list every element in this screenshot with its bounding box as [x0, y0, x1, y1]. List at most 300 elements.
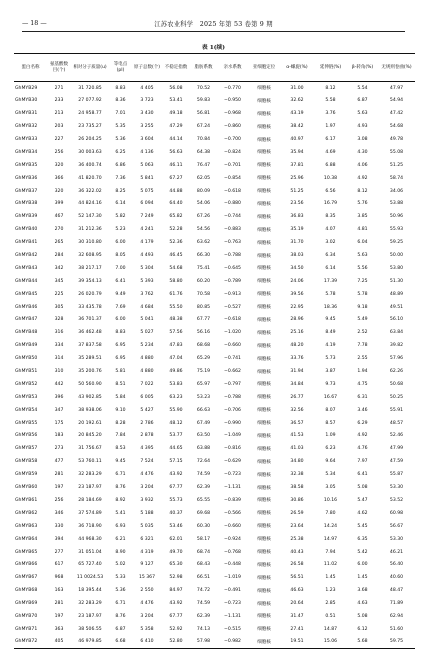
protein-name-cell: GhMYB53 — [15, 394, 38, 400]
table-row — [14, 339, 415, 352]
table-cell: 68.74 — [196, 549, 211, 555]
table-cell: 8.25 — [115, 188, 126, 194]
table-cell: 6.71 — [115, 601, 126, 607]
table-cell: 31 212.36 — [78, 227, 102, 233]
table-cell: 细胞核 — [257, 98, 271, 104]
table-cell: 5 427 — [140, 407, 154, 413]
table-cell: 2 878 — [140, 433, 154, 439]
table-cell: 53.88 — [389, 201, 404, 207]
table-cell: 277 — [54, 549, 64, 555]
table-cell: 57.15 — [169, 459, 183, 465]
table-cell: 6.93 — [115, 523, 126, 529]
table-cell: 55.73 — [169, 497, 183, 503]
table-cell: 65.82 — [169, 214, 183, 220]
table-cell: 52.46 — [389, 433, 404, 439]
table-cell: 57.98 — [196, 639, 211, 645]
protein-name-cell: GhMYB38 — [15, 201, 38, 207]
table-row — [14, 249, 415, 262]
table-cell: 6.14 — [115, 201, 126, 207]
table-cell: 细胞核 — [257, 511, 271, 517]
table-cell: 8.90 — [115, 549, 126, 555]
running-header — [22, 17, 405, 29]
table-cell: −0.629 — [223, 459, 241, 465]
table-cell: 32 283.29 — [78, 601, 102, 607]
table-row — [14, 391, 415, 404]
protein-name-cell: GhMYB60 — [15, 485, 38, 491]
table-cell: 5 358 — [140, 626, 154, 632]
table-cell: 8.92 — [115, 497, 126, 503]
table-cell: 5.36 — [115, 588, 126, 594]
table-cell: 310 — [54, 369, 64, 375]
table-cell: 46.21 — [389, 549, 404, 555]
table-cell: 67.77 — [169, 485, 183, 491]
table-cell: 细胞核 — [257, 524, 271, 530]
table-cell: 34.84 — [290, 381, 304, 387]
table-cell: 11 0024.53 — [76, 575, 104, 581]
table-row — [14, 533, 415, 546]
table-cell: 64.40 — [169, 201, 183, 207]
table-cell: 3.02 — [325, 240, 336, 246]
table-cell: 23.56 — [290, 201, 304, 207]
table-cell: 27.41 — [290, 626, 304, 632]
table-cell: 394 — [54, 536, 64, 542]
table-cell: 316 — [54, 330, 64, 336]
table-cell: −1.019 — [223, 575, 241, 581]
table-cell: 62.26 — [389, 369, 404, 375]
table-cell: 32.56 — [290, 407, 304, 413]
table-cell: 53.52 — [389, 497, 404, 503]
table-cell: 330 — [54, 523, 64, 529]
table-cell: 细胞核 — [257, 639, 271, 645]
table-cell: 33.76 — [290, 356, 304, 362]
table-cell: 55.08 — [389, 149, 404, 155]
table-cell: 57.96 — [389, 356, 404, 362]
table-cell: 5.56 — [357, 265, 368, 271]
table-row — [14, 198, 415, 211]
table-cell: 67.77 — [169, 613, 183, 619]
table-cell: 36 400.74 — [78, 162, 102, 168]
table-cell: 5.78 — [325, 291, 336, 297]
protein-name-cell: GhMYB51 — [15, 369, 38, 375]
table-cell: 细胞核 — [257, 317, 271, 323]
table-cell: 56.63 — [169, 149, 183, 155]
table-cell: 6.68 — [115, 639, 126, 645]
protein-name-cell: GhMYB40 — [15, 227, 38, 233]
table-cell: 5 188 — [140, 510, 154, 516]
table-cell: 6.41 — [115, 278, 126, 284]
table-cell: 14.97 — [323, 536, 338, 542]
table-cell: 细胞核 — [257, 266, 271, 272]
table-cell: 9.49 — [115, 291, 126, 297]
table-cell: 55.87 — [389, 472, 404, 478]
table-cell: 59.83 — [196, 98, 211, 104]
table-cell: 1.45 — [325, 575, 336, 581]
table-cell: 8.05 — [115, 253, 126, 259]
table-cell: 58.74 — [389, 175, 404, 181]
table-cell: 6.04 — [357, 240, 368, 246]
protein-name-cell: GhMYB49 — [15, 343, 38, 349]
table-cell: 51.25 — [290, 188, 304, 194]
protein-name-cell: GhMYB70 — [15, 613, 38, 619]
table-cell: 35.94 — [290, 149, 304, 155]
table-cell: 6.14 — [325, 265, 336, 271]
table-cell: 9.10 — [115, 407, 126, 413]
table-cell: 65.30 — [169, 562, 183, 568]
table-cell: 52.92 — [169, 626, 183, 632]
table-cell: 2.55 — [357, 356, 368, 362]
table-cell: 74.13 — [196, 626, 211, 632]
column-header: 脂肪系数 — [194, 64, 213, 70]
table-row — [14, 571, 415, 584]
table-cell: 49.51 — [389, 304, 404, 310]
table-cell: 8.36 — [115, 98, 126, 104]
table-cell: 细胞核 — [257, 343, 271, 349]
table-cell: 细胞核 — [257, 459, 271, 465]
protein-name-cell: GhMYB68 — [15, 588, 38, 594]
table-cell: 6.95 — [115, 356, 126, 362]
table-cell: 7 022 — [140, 381, 154, 387]
table-cell: 25.16 — [290, 330, 304, 336]
table-cell: 24 958.77 — [78, 111, 102, 117]
table-cell: 4 880 — [140, 369, 154, 375]
table-cell: 60.20 — [196, 278, 211, 284]
table-cell: 22.95 — [290, 304, 304, 310]
table-row — [14, 442, 415, 455]
table-cell: 68.43 — [196, 562, 211, 568]
table-row — [14, 159, 415, 172]
table-cell: 46.63 — [290, 588, 304, 594]
table-cell: 8.12 — [357, 188, 368, 194]
table-cell: −0.789 — [223, 278, 241, 284]
table-cell: 4 241 — [140, 227, 154, 233]
table-cell: 62.39 — [196, 613, 211, 619]
table-cell: 4 684 — [140, 304, 154, 310]
protein-name-cell: GhMYB45 — [15, 291, 38, 297]
table-cell: 31 756.67 — [78, 446, 102, 452]
table-cell: 细胞核 — [257, 163, 271, 169]
table-cell: 72.64 — [196, 459, 211, 465]
table-cell: 7.84 — [115, 433, 126, 439]
table-cell: 5.73 — [325, 356, 336, 362]
table-cell: 70.58 — [196, 291, 211, 297]
table-cell: 4 405 — [140, 85, 154, 91]
table-cell: 7.94 — [325, 549, 336, 555]
table-cell: 细胞核 — [257, 240, 271, 246]
table-cell: 49.70 — [169, 549, 183, 555]
table-cell: 396 — [54, 394, 64, 400]
table-cell: 8.28 — [115, 420, 126, 426]
table-cell: 57.56 — [169, 330, 183, 336]
table-cell: 4 395 — [140, 446, 154, 452]
table-cell: 32 283.29 — [78, 472, 102, 478]
table-cell: 5.58 — [325, 98, 336, 104]
table-cell: 10.38 — [323, 175, 338, 181]
table-cell: 3.68 — [357, 588, 368, 594]
table-cell: 4.92 — [357, 175, 368, 181]
table-row — [14, 236, 415, 249]
table-cell: 30 003.63 — [78, 149, 102, 155]
table-cell: 20.64 — [290, 601, 304, 607]
table-cell: 3 604 — [140, 137, 154, 142]
table-row — [14, 507, 415, 520]
table-row — [14, 133, 415, 146]
table-cell: 41 820.70 — [78, 175, 102, 181]
table-cell: −0.645 — [223, 265, 241, 271]
table-cell: 49.18 — [169, 111, 183, 117]
table-cell: 60.98 — [389, 510, 404, 516]
table-cell: 63.84 — [389, 330, 404, 336]
table-cell: 38 217.17 — [78, 265, 102, 271]
table-cell: 5.47 — [357, 497, 368, 503]
table-cell: 5.33 — [115, 575, 126, 581]
table-cell: 4.30 — [357, 149, 368, 155]
protein-name-cell: GhMYB47 — [15, 317, 38, 323]
table-header-row — [14, 54, 415, 82]
table-cell: 44 824.16 — [78, 201, 102, 207]
table-cell: 14.87 — [323, 626, 338, 632]
protein-name-cell: GhMYB61 — [15, 497, 38, 503]
table-cell: 26.58 — [290, 562, 304, 568]
table-cell: 9 127 — [140, 562, 154, 568]
table-cell: 270 — [54, 227, 64, 233]
table-cell: 7.78 — [357, 343, 368, 349]
table-cell: 50.00 — [389, 253, 404, 259]
table-cell: 64.38 — [196, 149, 211, 155]
table-cell: 46 979.85 — [78, 639, 102, 645]
table-cell: 31.70 — [290, 240, 304, 246]
table-cell: 6.00 — [357, 562, 368, 568]
table-cell: 28.96 — [290, 317, 304, 323]
table-cell: 9.18 — [357, 304, 368, 310]
table-cell: 40.43 — [290, 549, 304, 555]
table-cell: 2.85 — [325, 601, 336, 607]
table-cell: 4.07 — [325, 227, 336, 233]
protein-name-cell: GhMYB63 — [15, 523, 38, 529]
table-cell: 50.96 — [389, 214, 404, 220]
table-row — [14, 404, 415, 417]
table-cell: 30 310.80 — [78, 240, 102, 246]
table-row — [14, 430, 415, 443]
table-cell: 5.81 — [115, 369, 126, 375]
table-cell: 5.35 — [115, 124, 126, 130]
table-cell: 细胞核 — [257, 446, 271, 452]
column-header: 延伸链(%) — [319, 64, 342, 70]
table-cell: 49.78 — [389, 137, 404, 142]
table-cell: 20 845.20 — [78, 433, 102, 439]
table-cell: 40.37 — [169, 510, 183, 516]
table-cell: 4 319 — [140, 549, 154, 555]
table-cell: 62.01 — [169, 536, 183, 542]
table-cell: −0.448 — [223, 562, 241, 568]
table-cell: 3.85 — [357, 214, 368, 220]
table-cell: −0.854 — [223, 175, 241, 181]
protein-name-cell: GhMYB32 — [15, 124, 38, 130]
table-cell: 18.36 — [323, 304, 338, 310]
table-cell: 细胞核 — [257, 627, 271, 633]
table-cell: 6.00 — [115, 317, 126, 323]
table-cell: −0.824 — [223, 149, 241, 155]
table-row — [14, 301, 415, 314]
table-cell: 41.03 — [290, 446, 304, 452]
table-cell: 7 524 — [140, 459, 154, 465]
table-cell: 5 234 — [140, 343, 154, 349]
table-cell: 48.57 — [389, 420, 404, 426]
table-cell: 4.69 — [325, 149, 336, 155]
table-cell: 8.76 — [115, 613, 126, 619]
table-cell: 80.09 — [196, 188, 211, 194]
table-cell: 1.23 — [325, 588, 336, 594]
table-cell: 399 — [54, 201, 64, 207]
table-cell: 3 430 — [140, 111, 154, 117]
table-cell: 203 — [54, 124, 64, 130]
table-cell: 5.08 — [357, 485, 368, 491]
table-cell: 4.93 — [357, 124, 368, 130]
column-header: 相对分子质量(u) — [73, 64, 107, 70]
table-cell: 32 608.95 — [78, 253, 102, 259]
table-cell: −0.883 — [223, 227, 241, 233]
table-cell: 6 410 — [140, 639, 154, 645]
table-cell: −0.924 — [223, 536, 241, 542]
table-cell: 6.00 — [115, 240, 126, 246]
table-cell: 5 041 — [140, 317, 154, 323]
table-cell: 34.06 — [389, 188, 404, 194]
table-cell: 320 — [54, 162, 64, 168]
table-cell: 5.76 — [357, 201, 368, 207]
table-cell: 8.57 — [325, 420, 336, 426]
table-cell: 63.62 — [196, 240, 211, 246]
table-cell: 53.23 — [196, 394, 211, 400]
table-cell: −0.860 — [223, 124, 241, 130]
table-cell: 56.67 — [389, 523, 404, 529]
table-row — [14, 172, 415, 185]
table-cell: 54.68 — [169, 265, 183, 271]
table-cell: 49.86 — [169, 369, 183, 375]
table-cell: 58.80 — [169, 278, 183, 284]
protein-name-cell: GhMYB43 — [15, 265, 38, 271]
table-cell: 345 — [54, 278, 64, 284]
table-cell: 4.06 — [357, 162, 368, 168]
table-cell: −0.701 — [223, 162, 241, 168]
protein-name-cell: GhMYB57 — [15, 446, 38, 452]
protein-properties-table — [14, 53, 415, 649]
protein-name-cell: GhMYB66 — [15, 562, 38, 568]
table-cell: 细胞核 — [257, 176, 271, 182]
table-cell: 52 147.30 — [78, 214, 102, 220]
table-cell: 1.09 — [325, 433, 336, 439]
table-cell: 25.38 — [290, 536, 304, 542]
table-cell: 7.80 — [325, 510, 336, 516]
table-cell: 细胞核 — [257, 382, 271, 388]
protein-name-cell: GhMYB39 — [15, 214, 38, 220]
table-cell: 76.47 — [196, 162, 211, 168]
table-row — [14, 185, 415, 198]
table-cell: 细胞核 — [257, 137, 271, 143]
table-cell: 6.35 — [357, 536, 368, 542]
table-cell: 31 720.85 — [78, 85, 102, 91]
table-cell: 968 — [54, 575, 64, 581]
table-cell: 6.25 — [115, 149, 126, 155]
table-cell: 6.87 — [115, 626, 126, 632]
table-cell: 66.51 — [196, 575, 211, 581]
protein-name-cell: GhMYB33 — [15, 137, 38, 142]
table-cell: 213 — [54, 111, 64, 117]
table-cell: 284 — [54, 253, 64, 259]
table-cell: 细胞核 — [257, 279, 271, 285]
table-cell: 8.49 — [325, 330, 336, 336]
table-cell: 55.91 — [389, 407, 404, 413]
table-cell: 467 — [54, 214, 64, 220]
column-header: 原子总数(个) — [133, 64, 160, 70]
table-cell: 69.68 — [196, 510, 211, 516]
table-cell: 6.71 — [115, 472, 126, 478]
table-cell: 5.08 — [357, 613, 368, 619]
table-cell: 35 200.76 — [78, 369, 102, 375]
table-cell: 25.96 — [290, 175, 304, 181]
table-cell: −0.662 — [223, 369, 241, 375]
table-cell: 227 — [54, 137, 64, 142]
table-cell: 28 184.69 — [78, 497, 102, 503]
table-cell: −0.768 — [223, 549, 241, 555]
table-cell: 3 255 — [140, 124, 154, 130]
table-cell: 细胞核 — [257, 537, 271, 543]
table-cell: 40.97 — [290, 137, 304, 142]
table-row — [14, 82, 415, 95]
table-cell: 34.50 — [290, 265, 304, 271]
table-cell: 56.16 — [196, 330, 211, 336]
table-cell: 15 367 — [138, 575, 156, 581]
table-cell: 11.02 — [323, 562, 338, 568]
protein-name-cell: GhMYB71 — [15, 626, 38, 632]
table-cell: 61.76 — [169, 291, 183, 297]
table-cell: −0.700 — [223, 137, 241, 142]
table-cell: 17.39 — [323, 278, 338, 284]
table-cell: 细胞核 — [257, 253, 271, 259]
table-cell: 55.50 — [169, 304, 183, 310]
table-cell: 4.63 — [357, 601, 368, 607]
table-cell: 3 204 — [140, 485, 154, 491]
table-cell: 7.36 — [115, 175, 126, 181]
table-cell: 34.80 — [290, 459, 304, 465]
table-cell: 5.63 — [357, 253, 368, 259]
table-cell: −0.763 — [223, 240, 241, 246]
table-cell: 26.77 — [290, 394, 304, 400]
table-cell: 5.49 — [357, 317, 368, 323]
table-cell: 35 289.51 — [78, 356, 102, 362]
table-cell: 6.87 — [357, 98, 368, 104]
table-cell: 47.83 — [169, 343, 183, 349]
table-cell: 183 — [54, 433, 64, 439]
journal-title: 江苏农业科学 2025 年第 53 卷第 9 期 — [154, 20, 273, 28]
table-cell: 细胞核 — [257, 111, 271, 117]
table-cell: 47.29 — [169, 124, 183, 130]
table-cell: 9.45 — [325, 317, 336, 323]
table-row — [14, 597, 415, 610]
table-cell: 281 — [54, 472, 64, 478]
table-cell: 43.92 — [169, 472, 183, 478]
table-cell: 366 — [54, 175, 64, 181]
table-cell: 8.83 — [115, 85, 126, 91]
table-cell: 5.02 — [115, 562, 126, 568]
table-cell: 48.47 — [389, 588, 404, 594]
protein-name-cell: GhMYB62 — [15, 510, 38, 516]
table-cell: 265 — [54, 240, 64, 246]
table-cell: 74.72 — [196, 588, 211, 594]
table-cell: 46.11 — [169, 162, 183, 168]
table-cell: 84.97 — [169, 588, 183, 594]
table-cell: −0.618 — [223, 188, 241, 194]
table-cell: 5.54 — [357, 85, 368, 91]
table-cell: 66.63 — [196, 407, 211, 413]
